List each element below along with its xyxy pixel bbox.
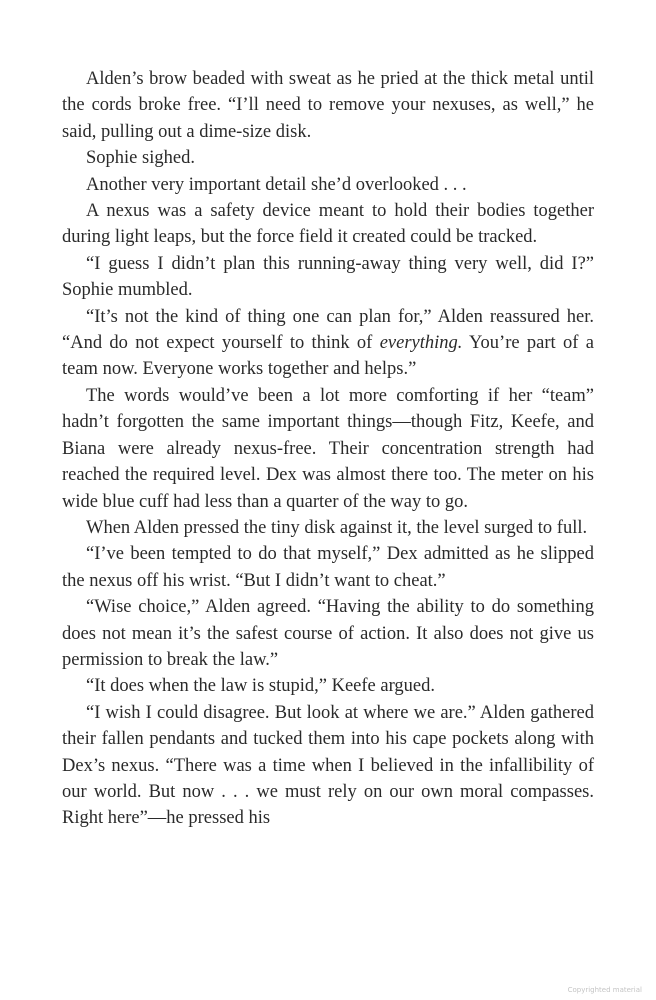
copyright-watermark: Copyrighted material	[567, 986, 642, 994]
book-page	[62, 66, 594, 832]
paragraph: “I wish I could disagree. But look at where we are.” Alden gathered their fallen pendants and tucked them into his cape pockets along with Dex’s nexus. “There was a time when I believed in the infallibility of our world. But now . . . we must rely on our own moral compasses. Right here”—he pressed his	[62, 702, 594, 829]
paragraph: A nexus was a safety device meant to hold their bodies together during light leaps, but the force field it created could be tracked.	[62, 201, 594, 248]
paragraph: “It does when the law is stupid,” Keefe argued.	[86, 676, 435, 697]
paragraph	[62, 304, 594, 383]
paragraph: Alden’s brow beaded with sweat as he pried at the thick metal until the cords broke free. “I’ll need to remove your nexuses, as well,” he said, pulling out a dime-size disk.	[62, 69, 594, 142]
paragraph: “I’ve been tempted to do that myself,” Dex admitted as he slipped the nexus off his wrist. “But I didn’t want to cheat.”	[62, 544, 594, 591]
emphasis: everything.	[379, 333, 463, 354]
paragraph: Sophie sighed.	[86, 148, 195, 169]
paragraph: “I guess I didn’t plan this running-away thing very well, did I?” Sophie mumbled.	[62, 253, 594, 301]
text-run: You’re part of a team now. Everyone works together and helps.”	[62, 333, 594, 380]
paragraph: Another very important detail she’d overlooked . . .	[86, 174, 467, 195]
text-run: “It’s not the kind of thing one can plan for,” Alden reassured her. “And do not expect yourself to think of	[62, 306, 594, 354]
paragraph: When Alden pressed the tiny disk against it, the level surged to full.	[86, 517, 588, 538]
paragraph: The words would’ve been a lot more comforting if her “team” hadn’t forgotten the same important things—though Fitz, Keefe, and Biana were already nexus-free. Their concentration strength had reached the required level. Dex was almost there too. The meter on his wide blue cuff had less than a quarter of the way to go.	[62, 385, 594, 512]
paragraph: “Wise choice,” Alden agreed. “Having the ability to do something does not mean it’s the safest course of action. It also does not give us permission to break the law.”	[62, 597, 594, 670]
